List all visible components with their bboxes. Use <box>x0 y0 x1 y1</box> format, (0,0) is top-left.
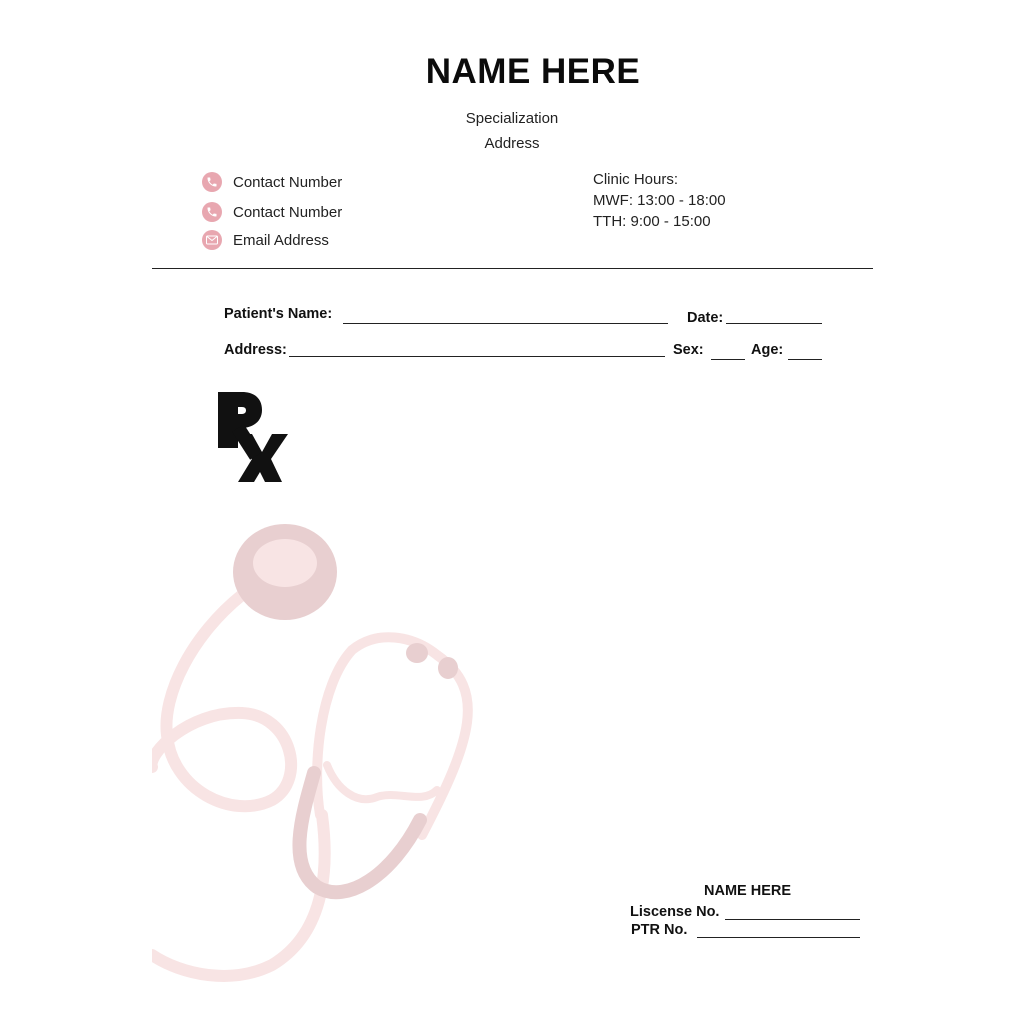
doctor-name: NAME HERE <box>425 52 641 91</box>
contact-row-phone-1 <box>202 171 342 193</box>
patient-name-label: Patient's Name: <box>224 306 333 322</box>
date-field[interactable] <box>726 323 822 324</box>
clinic-hours-mwf: MWF: 13:00 - 18:00 <box>593 192 726 209</box>
address-field[interactable] <box>289 356 665 357</box>
contact-row-phone-2 <box>202 201 342 223</box>
age-field[interactable] <box>788 359 822 360</box>
clinic-address: Address <box>484 135 540 152</box>
phone-icon <box>202 202 222 222</box>
ptr-label: PTR No. <box>631 922 688 938</box>
address-label: Address: <box>224 342 287 358</box>
email-label: Email Address <box>233 231 329 249</box>
date-label: Date: <box>687 310 724 326</box>
header-divider <box>152 268 873 269</box>
ptr-field[interactable] <box>697 937 860 938</box>
signature-name: NAME HERE <box>704 883 792 899</box>
email-icon <box>202 230 222 250</box>
rx-symbol-icon <box>212 386 292 486</box>
contact-number-label: Contact Number <box>233 173 343 191</box>
license-field[interactable] <box>725 919 860 920</box>
specialization: Specialization <box>465 110 559 127</box>
patient-name-field[interactable] <box>343 323 668 324</box>
age-label: Age: <box>751 342 784 358</box>
sex-label: Sex: <box>673 342 704 358</box>
clinic-hours-title: Clinic Hours: <box>593 171 679 188</box>
sex-field[interactable] <box>711 359 745 360</box>
stethoscope-icon <box>152 515 497 990</box>
contact-row-email <box>202 229 329 251</box>
clinic-hours-tth: TTH: 9:00 - 15:00 <box>593 213 711 230</box>
contact-number-label: Contact Number <box>233 203 343 221</box>
license-label: Liscense No. <box>630 904 720 920</box>
phone-icon <box>202 172 222 192</box>
